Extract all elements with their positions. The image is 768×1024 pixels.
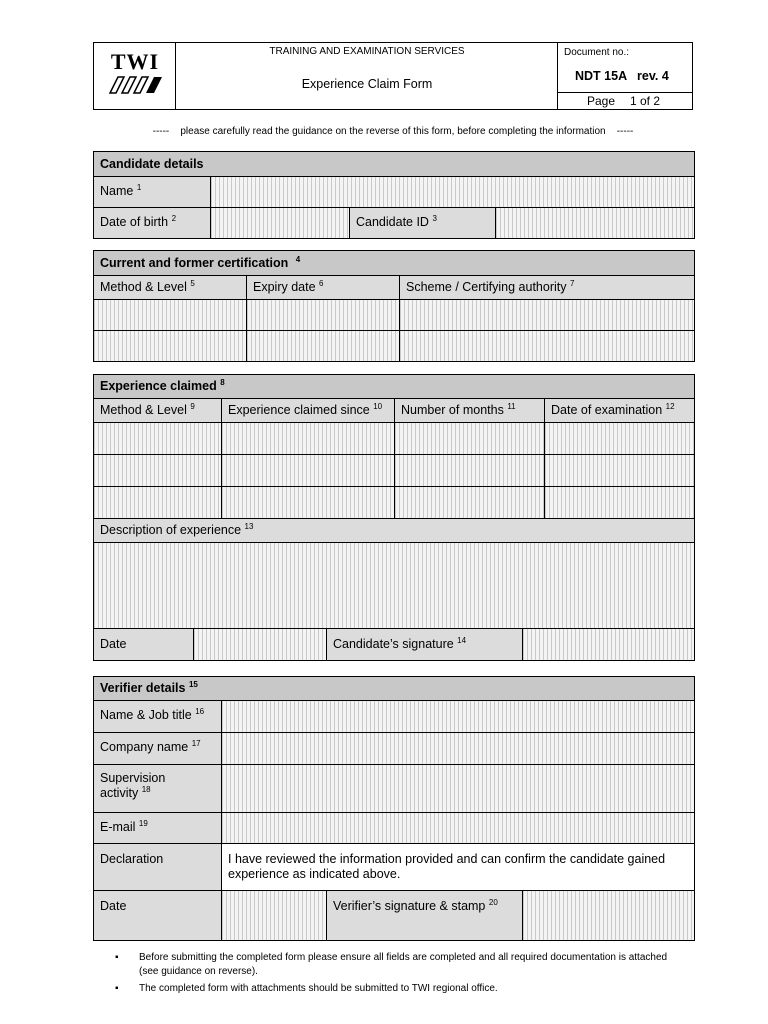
document-header — [93, 42, 693, 110]
signature-label-text: Verifier’s signature & stamp — [333, 899, 486, 913]
doc-no-label: Document no.: — [564, 47, 630, 58]
footnote-ref: 10 — [373, 401, 383, 411]
certification-section — [93, 250, 695, 362]
twi-logo — [106, 51, 164, 97]
name-field[interactable] — [211, 177, 694, 208]
email-field[interactable] — [222, 813, 694, 844]
column-header-text: Date of examination — [551, 403, 663, 417]
exp-row1-method[interactable] — [94, 423, 222, 455]
exp-row2-method[interactable] — [94, 455, 222, 487]
footnote-ref: 12 — [665, 401, 675, 411]
footnote-ref: 7 — [569, 278, 575, 288]
description-label-text: Description of experience — [100, 523, 242, 537]
declaration-text — [222, 844, 694, 891]
experience-heading-text: Experience claimed — [100, 379, 217, 393]
footnote-ref: 20 — [488, 897, 498, 907]
doc-info-cell — [557, 43, 693, 109]
footnote-ref: 4 — [295, 254, 301, 264]
logo-stripes-icon — [106, 75, 164, 95]
column-header-text: Method & Level — [100, 280, 187, 294]
signature-label-text: Candidate’s signature — [333, 637, 454, 651]
verifier-signature-field[interactable] — [523, 891, 694, 940]
candidate-id-label — [350, 208, 496, 238]
candidate-section — [93, 151, 695, 239]
page-label: Page — [587, 94, 616, 108]
candidate-heading — [94, 152, 694, 177]
verifier-section — [93, 676, 695, 941]
footnote-ref: 9 — [190, 401, 195, 411]
certification-heading — [94, 251, 694, 276]
date-label-text: Date — [100, 637, 127, 651]
candidate-date-label — [94, 629, 194, 660]
candidate-heading-text: Candidate details — [100, 157, 204, 171]
date-label-text: Date — [100, 899, 127, 913]
email-label-text: E-mail — [100, 820, 136, 834]
footnote-ref: 18 — [141, 784, 151, 794]
exp-row2-months[interactable] — [395, 455, 545, 487]
verifier-name-label-text: Name & Job title — [100, 708, 192, 722]
page-row — [558, 92, 693, 109]
exp-row3-since[interactable] — [222, 487, 395, 519]
verifier-heading-text: Verifier details — [100, 681, 186, 695]
exp-row3-months[interactable] — [395, 487, 545, 519]
supervision-field[interactable] — [222, 765, 694, 813]
verifier-date-field[interactable] — [222, 891, 327, 940]
experience-section — [93, 374, 695, 661]
footnote-ref: 19 — [138, 818, 148, 828]
candidate-id-field[interactable] — [496, 208, 694, 238]
column-header-text: Scheme / Certifying authority — [406, 280, 567, 294]
verifier-name-label — [94, 701, 222, 733]
certification-heading-text: Current and former certification — [100, 256, 289, 270]
footnote-ref: 8 — [220, 377, 225, 387]
email-label — [94, 813, 222, 844]
cert-row2-method[interactable] — [94, 331, 247, 361]
header-org: TRAINING AND EXAMINATION SERVICES — [269, 46, 465, 57]
footnote-ref: 1 — [136, 182, 142, 192]
declaration-text-content: I have reviewed the information provided and can confirm the candidate gained experience as indicated above. — [228, 852, 666, 881]
footnote-ref: 2 — [171, 213, 177, 223]
exp-row3-method[interactable] — [94, 487, 222, 519]
footnote-ref: 13 — [244, 521, 254, 531]
cert-row1-method[interactable] — [94, 300, 247, 331]
footer-note-text: Before submitting the completed form please ensure all fields are completed and all required documentation is attached (see guidance on reverse). — [139, 952, 668, 977]
doc-no: NDT 15A rev. 4 — [575, 69, 669, 83]
verifier-date-label — [94, 891, 222, 940]
candidate-id-label-text: Candidate ID — [356, 215, 429, 229]
exp-row3-exam-date[interactable] — [545, 487, 694, 519]
declaration-label — [94, 844, 222, 891]
footnote-ref: 15 — [188, 679, 198, 689]
verifier-signature-label — [327, 891, 523, 940]
cert-row1-expiry[interactable] — [247, 300, 400, 331]
footnote-ref: 14 — [457, 635, 467, 645]
column-header-text: Number of months — [401, 403, 504, 417]
bullet-icon: ▪ — [115, 983, 119, 994]
exp-col-exam-date — [545, 399, 694, 423]
footnote-ref: 16 — [195, 706, 205, 716]
bullet-icon: ▪ — [115, 952, 119, 963]
supervision-label — [94, 765, 222, 813]
footnote-ref: 6 — [319, 278, 324, 288]
supervision-label-text: Supervision activity — [100, 771, 166, 800]
footnote-ref: 11 — [507, 401, 516, 411]
exp-col-since — [222, 399, 395, 423]
candidate-signature-field[interactable] — [523, 629, 694, 660]
exp-row1-since[interactable] — [222, 423, 395, 455]
form-title: Experience Claim Form — [301, 77, 433, 91]
cert-row1-scheme[interactable] — [400, 300, 694, 331]
column-header-text: Expiry date — [253, 280, 316, 294]
column-header-text: Experience claimed since — [228, 403, 370, 417]
description-field[interactable] — [94, 543, 694, 629]
exp-row2-exam-date[interactable] — [545, 455, 694, 487]
name-label — [94, 177, 211, 208]
cert-row2-scheme[interactable] — [400, 331, 694, 361]
verifier-heading — [94, 677, 694, 701]
cert-row2-expiry[interactable] — [247, 331, 400, 361]
declaration-label-text: Declaration — [100, 852, 164, 866]
exp-row1-months[interactable] — [395, 423, 545, 455]
cert-col-scheme — [400, 276, 694, 300]
dob-label — [94, 208, 211, 238]
guidance-note: ----- please carefully read the guidance on the reverse of this form, before completing the information ----- — [152, 126, 634, 137]
footnote-ref: 3 — [432, 213, 437, 223]
column-header-text: Method & Level — [100, 403, 187, 417]
description-label — [94, 519, 694, 543]
footer-note-1 — [115, 951, 675, 979]
cert-col-method — [94, 276, 247, 300]
exp-row2-since[interactable] — [222, 455, 395, 487]
dob-label-text: Date of birth — [100, 215, 169, 229]
exp-col-months — [395, 399, 545, 423]
verifier-name-field[interactable] — [222, 701, 694, 733]
footnote-ref: 5 — [190, 278, 195, 288]
candidate-signature-label — [327, 629, 523, 660]
name-label-text: Name — [100, 184, 134, 198]
exp-row1-exam-date[interactable] — [545, 423, 694, 455]
logo-cell — [94, 43, 176, 109]
footnote-ref: 17 — [191, 738, 201, 748]
company-field[interactable] — [222, 733, 694, 765]
exp-col-method — [94, 399, 222, 423]
footer-note-2 — [115, 982, 675, 996]
logo-text: TWI — [110, 49, 160, 74]
company-label — [94, 733, 222, 765]
dob-field[interactable] — [211, 208, 350, 238]
company-label-text: Company name — [100, 740, 189, 754]
cert-col-expiry — [247, 276, 400, 300]
page-value: 1 of 2 — [630, 94, 661, 108]
footer-note-text: The completed form with attachments should be submitted to TWI regional office. — [139, 983, 498, 994]
candidate-date-field[interactable] — [194, 629, 327, 660]
experience-heading — [94, 375, 694, 399]
